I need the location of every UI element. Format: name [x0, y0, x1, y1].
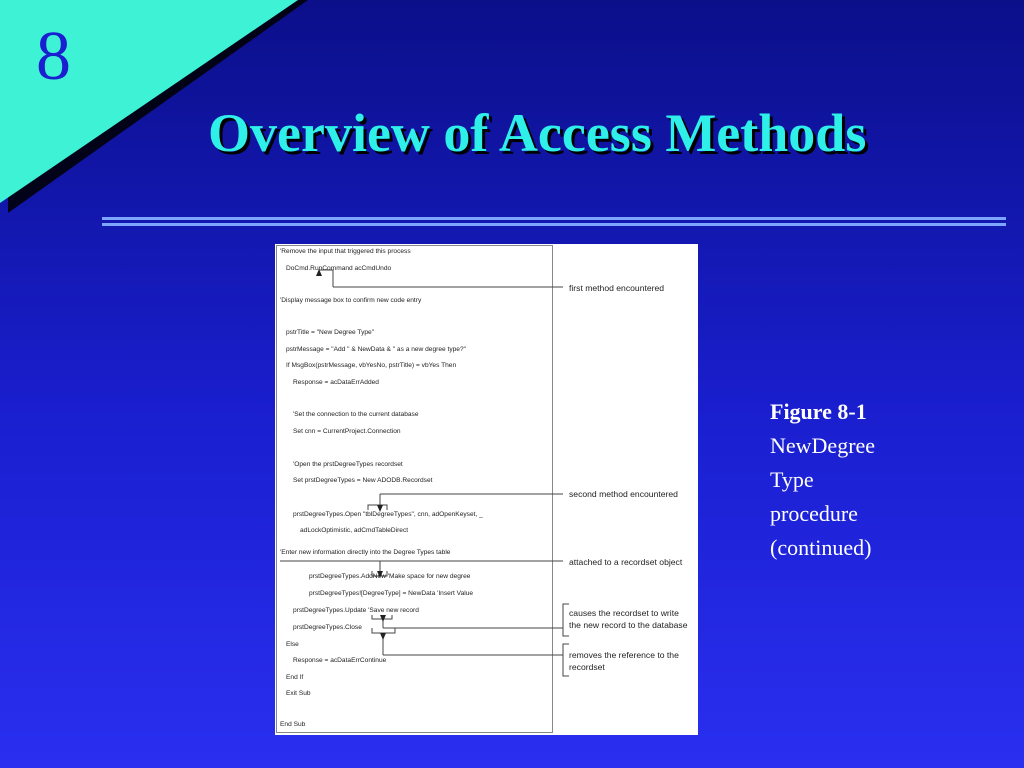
- code-line: If MsgBox(pstrMessage, vbYesNo, pstrTitle) = vbYes Then: [286, 362, 457, 369]
- code-line: adLockOptimistic, adCmdTableDirect: [300, 527, 409, 534]
- code-line: prstDegreeTypes.Update 'Save new record: [293, 607, 419, 614]
- code-line: prstDegreeTypes.Open "tblDegreeTypes", cnn, adOpenKeyset, _: [293, 511, 483, 518]
- code-line: 'Set the connection to the current database: [293, 411, 419, 418]
- code-line: 'Display message box to confirm new code entry: [280, 297, 422, 304]
- code-line: Response = acDataErrAdded: [293, 379, 379, 386]
- code-line: prstDegreeTypes.Close: [293, 624, 362, 631]
- title-rule-bottom: [102, 223, 1006, 226]
- annotation-label: the new record to the database: [569, 620, 688, 630]
- caption-line: Type: [770, 467, 814, 493]
- annotation-label: first method encountered: [569, 283, 665, 293]
- caption-line: (continued): [770, 535, 872, 561]
- code-line: End Sub: [280, 721, 306, 728]
- code-figure: [275, 244, 698, 735]
- caption-line: procedure: [770, 501, 858, 527]
- code-line: Set cnn = CurrentProject.Connection: [293, 428, 401, 435]
- caption-line: NewDegree: [770, 433, 876, 459]
- caption-figure-label: Figure 8-1: [770, 399, 867, 424]
- code-line: Response = acDataErrContinue: [293, 657, 387, 664]
- code-line: Else: [286, 641, 299, 648]
- code-line: End If: [286, 674, 304, 681]
- code-line: DoCmd.RunCommand acCmdUndo: [286, 265, 392, 272]
- code-line: Exit Sub: [286, 690, 311, 697]
- code-line: prstDegreeTypes![DegreeType] = NewData 'Insert Value: [309, 590, 474, 597]
- title-rule-top: [102, 217, 1006, 220]
- code-line: pstrMessage = "Add " & NewData & " as a new degree type?": [286, 346, 466, 353]
- code-line: 'Enter new information directly into the Degree Types table: [280, 549, 451, 556]
- annotation-label: attached to a recordset object: [569, 557, 683, 567]
- code-line: 'Open the prstDegreeTypes recordset: [293, 461, 403, 468]
- annotation-label: second method encountered: [569, 489, 678, 499]
- code-line: Set prstDegreeTypes = New ADODB.Recordset: [293, 477, 433, 484]
- code-line: pstrTitle = "New Degree Type": [286, 329, 375, 336]
- slide-title: Overview of Access Methods: [208, 103, 867, 163]
- code-line: 'Remove the input that triggered this process: [280, 248, 411, 255]
- slide-number: 8: [36, 18, 71, 95]
- code-line: prstDegreeTypes.AddNew 'Make space for new degree: [309, 573, 471, 580]
- annotation-label: removes the reference to the: [569, 650, 679, 660]
- annotation-label: causes the recordset to write: [569, 608, 679, 618]
- annotation-label: recordset: [569, 662, 605, 672]
- figure-caption: [770, 395, 875, 565]
